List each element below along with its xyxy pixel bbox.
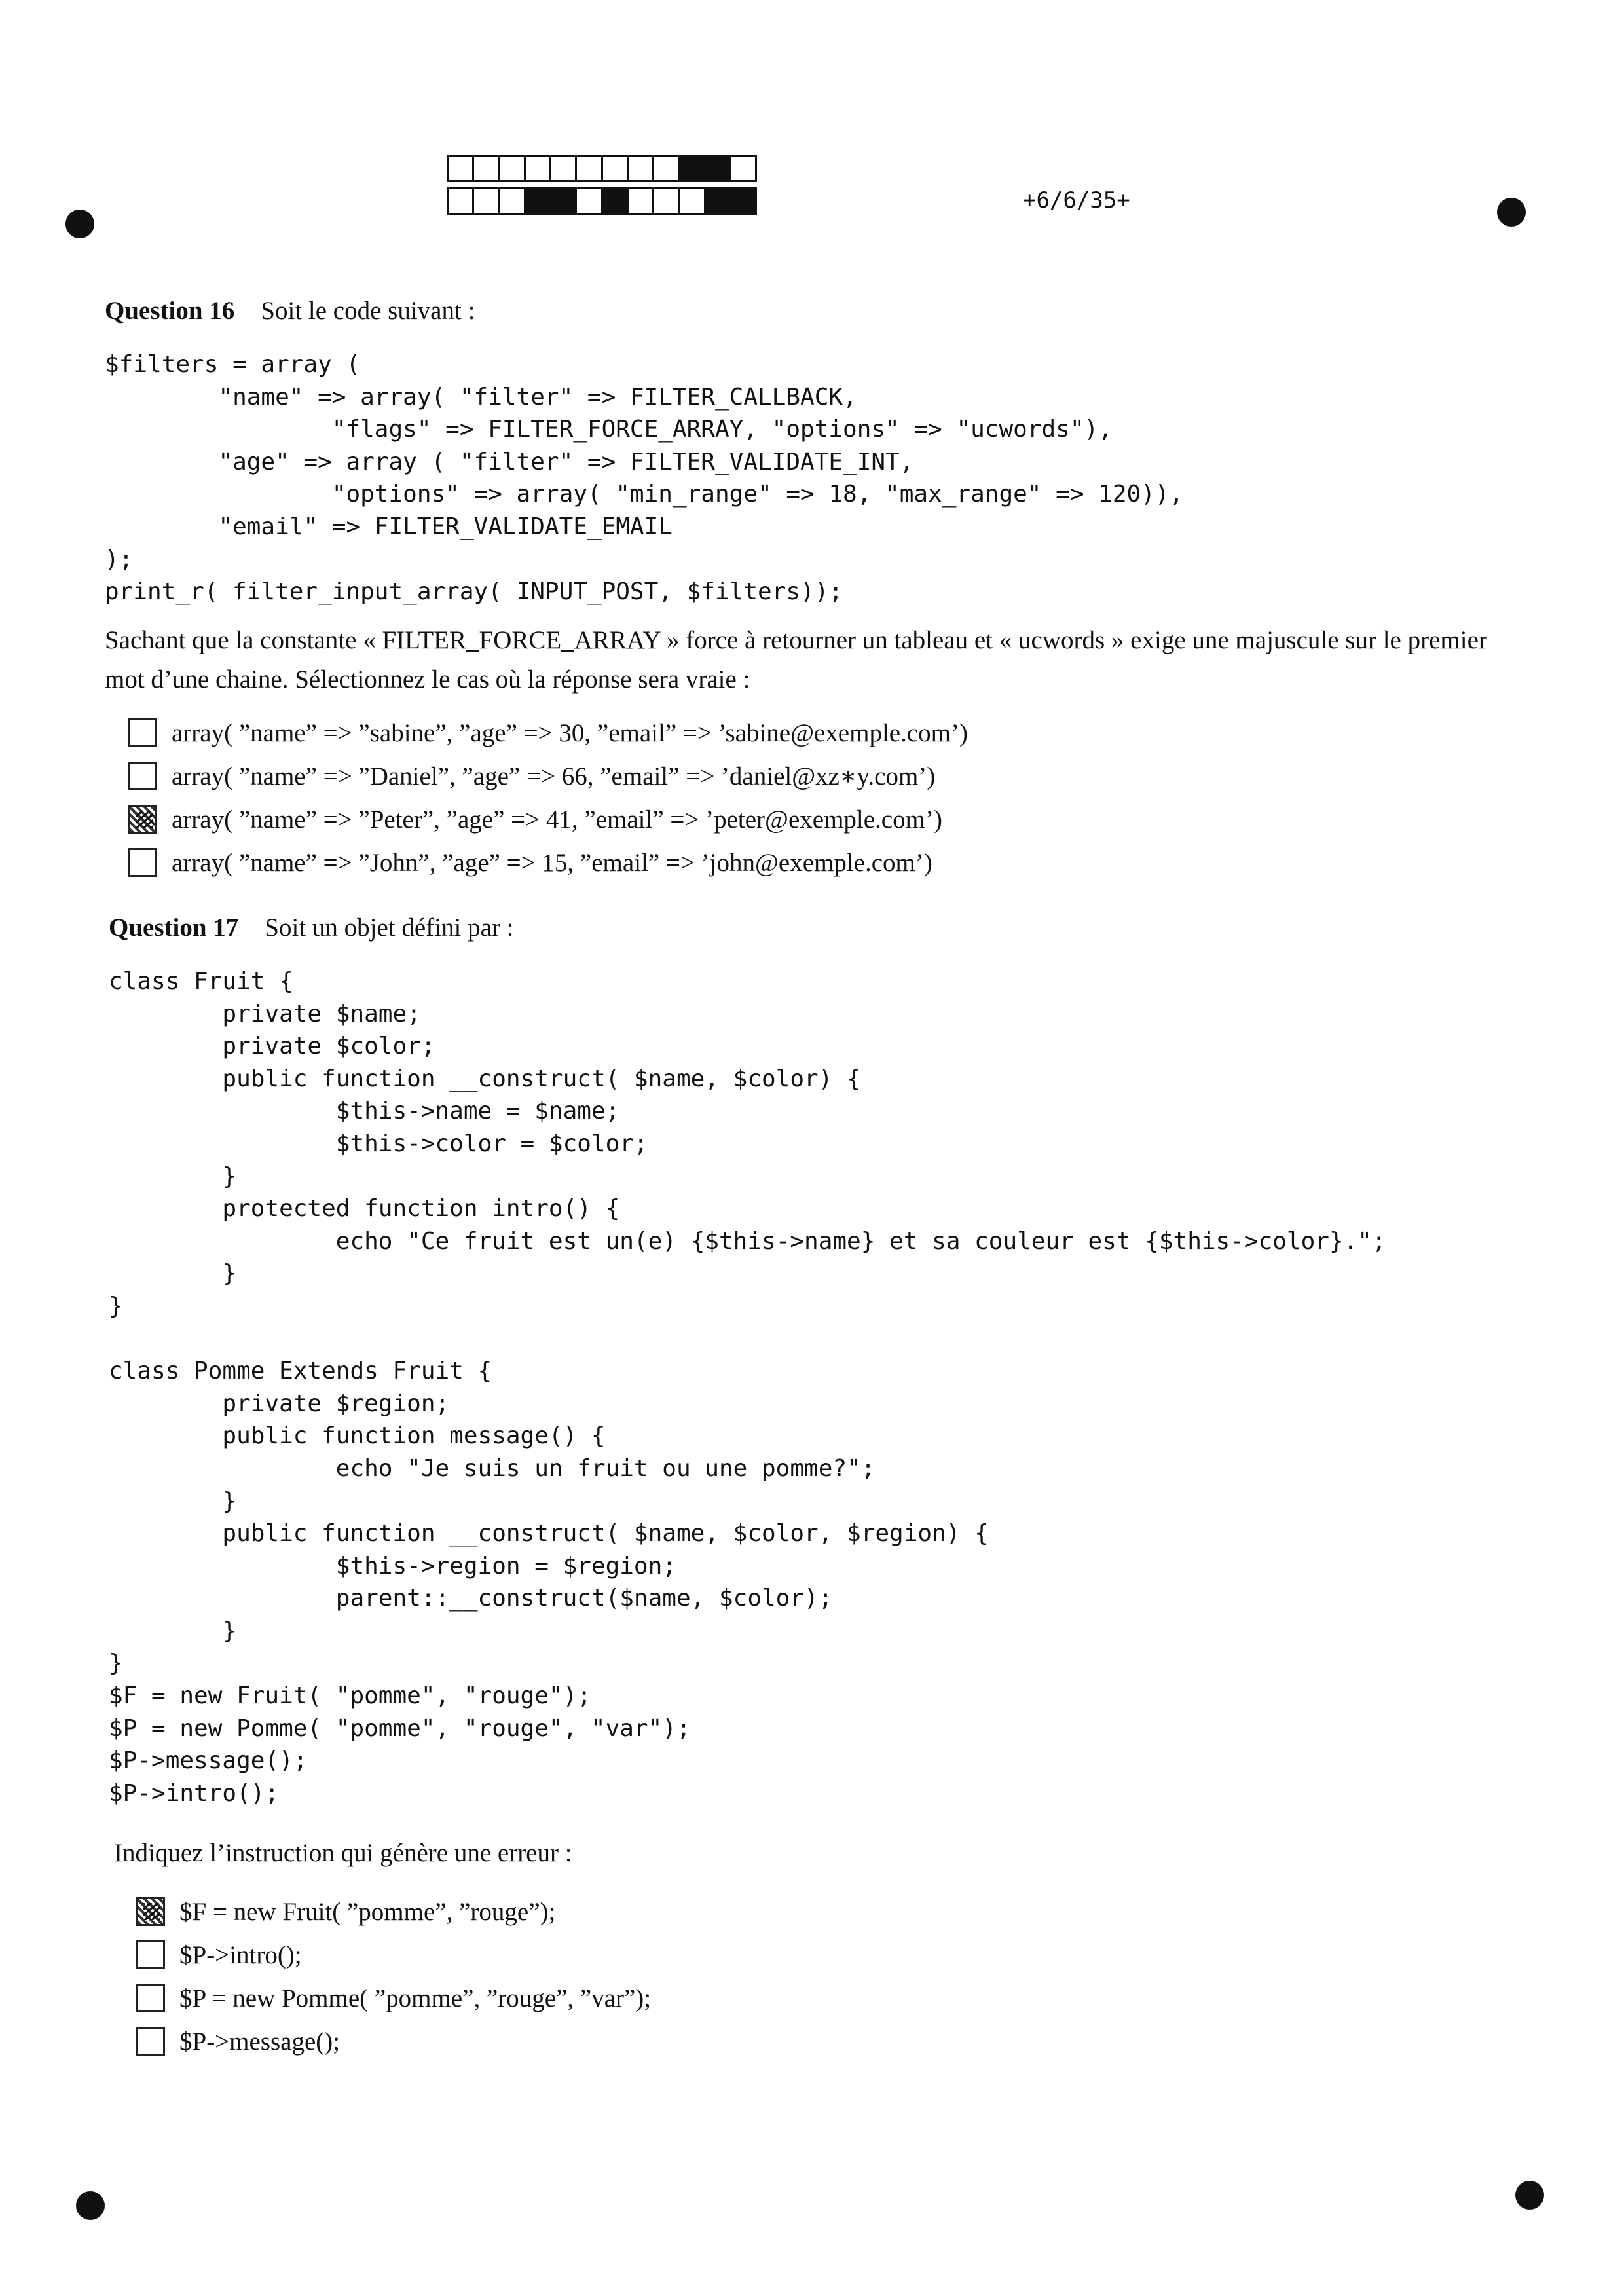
answer-label: $P = new Pomme( ”pomme”, ”rouge”, ”var”); xyxy=(179,1984,652,2012)
barcode-cell xyxy=(706,157,731,180)
answer-checkbox[interactable] xyxy=(136,1984,165,2012)
question-17-heading xyxy=(109,913,513,942)
registration-mark-bottom-left xyxy=(76,2191,105,2220)
answer-checkbox[interactable] xyxy=(136,2027,165,2056)
question-17-label: Question 17 xyxy=(109,914,239,942)
barcode-cell xyxy=(449,157,474,180)
barcode-cell xyxy=(680,157,705,180)
barcode-cell xyxy=(551,189,577,213)
barcode-cell xyxy=(680,189,705,213)
barcode-cell xyxy=(474,189,500,213)
answer-checkbox[interactable] xyxy=(128,762,157,790)
answer-label: $F = new Fruit( ”pomme”, ”rouge”); xyxy=(179,1897,556,1926)
barcode-cell xyxy=(654,189,680,213)
registration-mark-top-right xyxy=(1497,198,1526,227)
registration-mark-bottom-right xyxy=(1515,2181,1544,2210)
answer-checkbox[interactable] xyxy=(128,805,157,834)
answer-choice[interactable] xyxy=(128,841,968,884)
barcode-cell xyxy=(629,189,654,213)
barcode-cell xyxy=(577,189,602,213)
question-17-code: class Fruit { private $name; private $color; public function __construct( $name, $color) { $this->name = $name; $this->color = $color; } protected function intro() { echo "Ce fruit est un(e) {$this->name} et sa couleur est {$this->color}."; } } class Pomme Extends Fruit { private $region; public function message() { echo "Je suis un fruit ou une pomme?"; } public function __construct( $name, $color, $region) { $this->region = $region; parent::__construct($name, $color); } } $F = new Fruit( "pomme", "rouge"); $P = new Pomme( "pomme", "rouge", "var"); $P->message(); $P->intro(); xyxy=(109,968,1386,1807)
answer-checkbox[interactable] xyxy=(136,1940,165,1969)
barcode-cell xyxy=(449,189,474,213)
question-16-label: Question 16 xyxy=(105,297,235,325)
barcode-cell xyxy=(603,157,629,180)
question-16-heading xyxy=(105,296,475,325)
answer-choice[interactable] xyxy=(136,1890,651,1933)
barcode-cell xyxy=(629,157,654,180)
barcode-top-row xyxy=(447,155,757,182)
barcode-cell xyxy=(551,157,577,180)
answer-choice[interactable] xyxy=(136,2020,651,2063)
barcode-cell xyxy=(603,189,629,213)
barcode-cell xyxy=(706,189,731,213)
answer-label: array( ”name” => ”Daniel”, ”age” => 66, ”email” => ’daniel@xz∗y.com’) xyxy=(172,762,936,790)
barcode-cell xyxy=(474,157,500,180)
answer-label: array( ”name” => ”sabine”, ”age” => 30, ”email” => ’sabine@exemple.com’) xyxy=(172,718,968,747)
question-17-intro: Soit un objet défini par : xyxy=(265,914,514,942)
answer-checkbox[interactable] xyxy=(128,848,157,877)
answer-choice[interactable] xyxy=(128,711,968,754)
answer-label: $P->message(); xyxy=(179,2027,341,2056)
answer-choice[interactable] xyxy=(136,1976,651,2020)
barcode-cell xyxy=(500,189,526,213)
question-17-text: Indiquez l’instruction qui génère une erreur : xyxy=(114,1839,572,1867)
answer-checkbox[interactable] xyxy=(136,1897,165,1926)
barcode-bottom-row xyxy=(447,187,757,215)
barcode-cell xyxy=(731,189,755,213)
page-code: +6/6/35+ xyxy=(1023,187,1130,213)
barcode-cell xyxy=(526,157,551,180)
barcode-cell xyxy=(526,189,551,213)
answer-choice[interactable] xyxy=(136,1933,651,1976)
answer-label: $P->intro(); xyxy=(179,1940,302,1969)
barcode-cell xyxy=(500,157,526,180)
barcode-cell xyxy=(654,157,680,180)
question-16-code: $filters = array ( "name" => array( "filter" => FILTER_CALLBACK, "flags" => FILTER_FORCE_ARRAY, "options" => "ucwords"), "age" => array ( "filter" => FILTER_VALIDATE_INT, "options" => array( "min_range" => 18, "max_range" => 120)), "email" => FILTER_VALIDATE_EMAIL ); print_r( filter_input_array( INPUT_POST, $filters)); xyxy=(105,351,1184,606)
barcode-cell xyxy=(577,157,602,180)
answer-checkbox[interactable] xyxy=(128,718,157,747)
registration-mark-top-left xyxy=(65,210,94,238)
question-16-intro: Soit le code suivant : xyxy=(261,297,475,325)
question-16-choices xyxy=(128,711,968,884)
answer-choice[interactable] xyxy=(128,754,968,798)
question-16-text: Sachant que la constante « FILTER_FORCE_ARRAY » force à retourner un tableau et « ucwords » exige une majuscule sur le premier mot d’une chaine. Sélectionnez le cas où la réponse sera vraie : xyxy=(105,626,1487,694)
question-17-choices xyxy=(136,1890,651,2063)
answer-label: array( ”name” => ”Peter”, ”age” => 41, ”email” => ’peter@exemple.com’) xyxy=(172,805,942,834)
barcode-cell xyxy=(731,157,755,180)
answer-label: array( ”name” => ”John”, ”age” => 15, ”email” => ’john@exemple.com’) xyxy=(172,848,932,877)
answer-choice[interactable] xyxy=(128,798,968,841)
